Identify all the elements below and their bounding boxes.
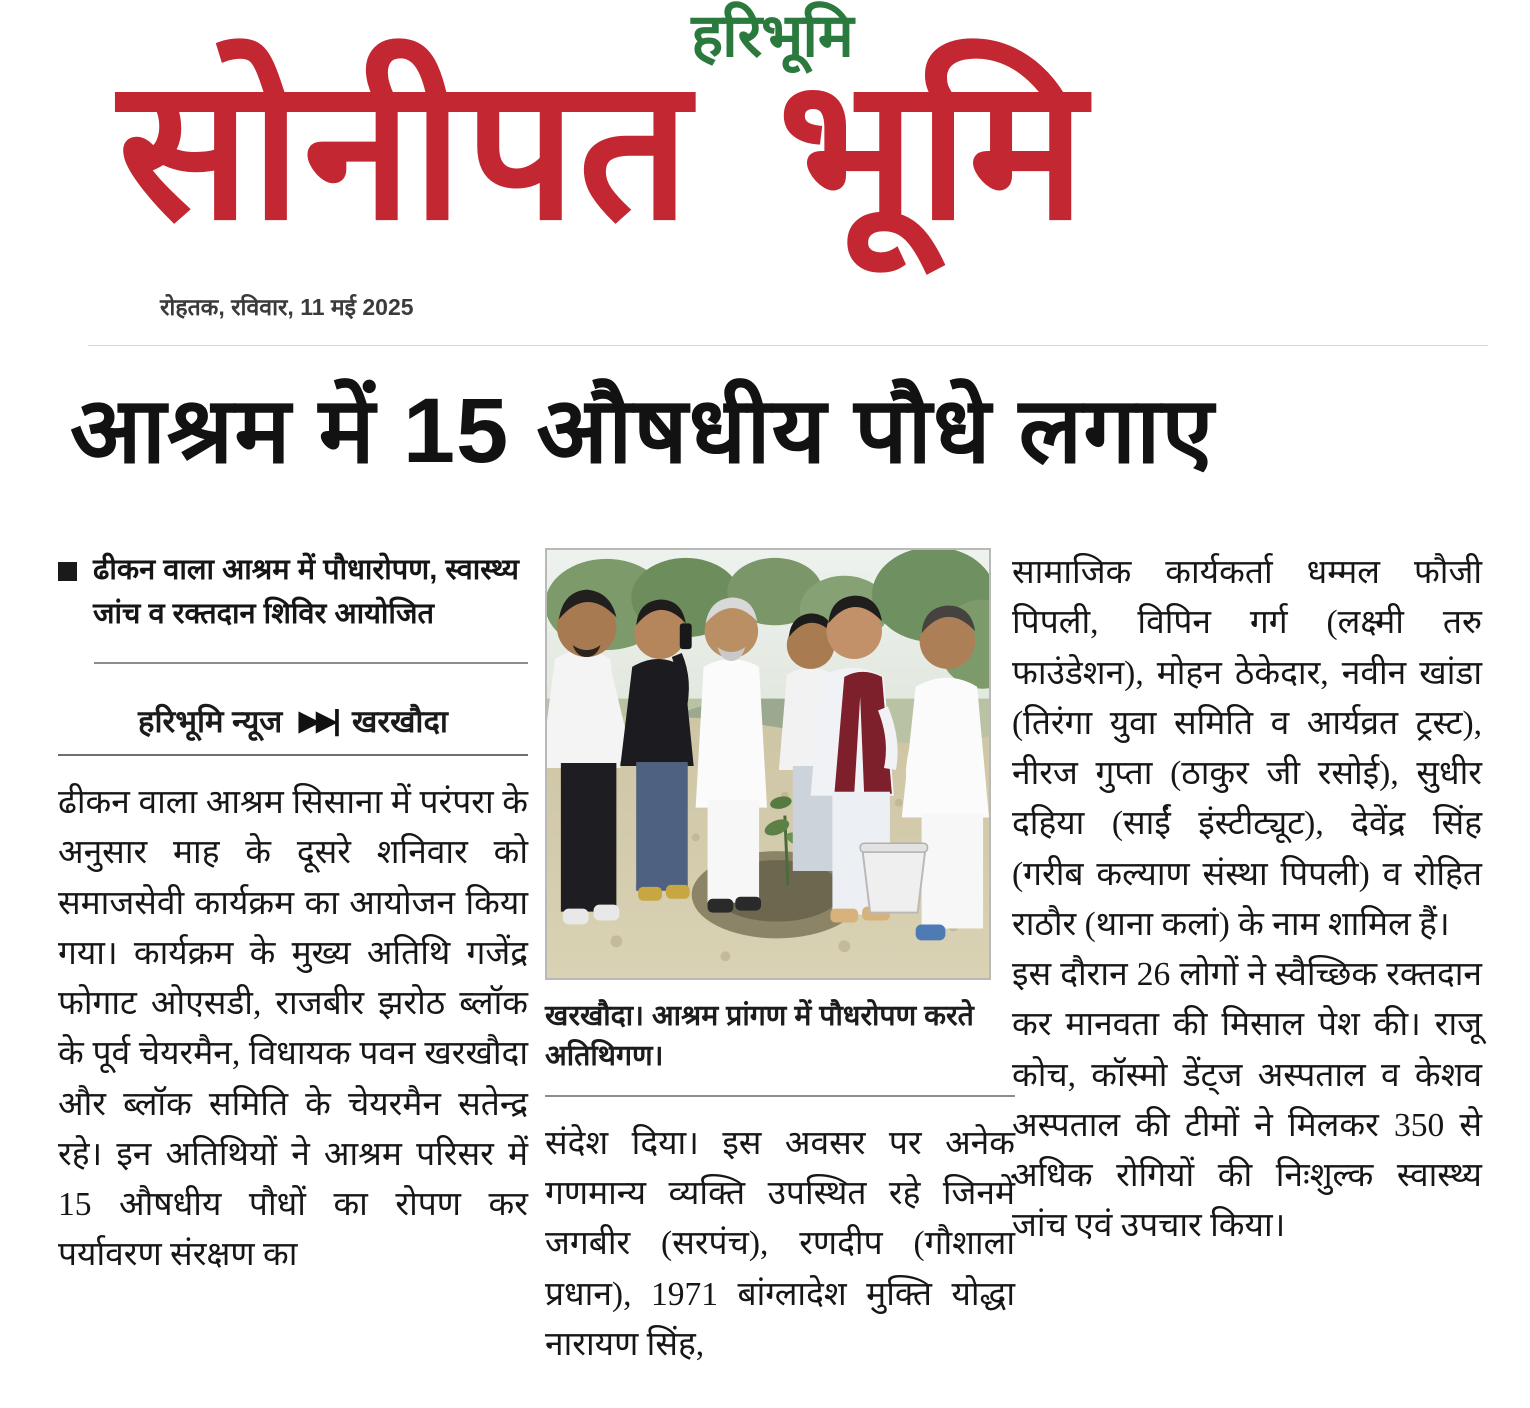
- kicker-block: [58, 548, 528, 636]
- photo-caption: खरखौदा। आश्रम प्रांगण में पौधरोपण करते अतिथिगण।: [545, 1000, 974, 1073]
- right-column-paragraph-2: इस दौरान 26 लोगों ने स्वैच्छिक रक्तदान कर मानवता की मिसाल पेश की। राजू कोच, कॉस्मो डेंट्ज अस्पताल व केशव अस्पताल की टीमों ने मिलकर 350 से अधिक रोगियों की निःशुल्क स्वास्थ्य जांच एवं उपचार किया।: [1012, 956, 1482, 1245]
- water-bucket: [860, 843, 927, 912]
- byline: [58, 700, 528, 742]
- article-columns: [0, 548, 1530, 1408]
- column-middle: [545, 548, 1015, 1370]
- masthead-divider: [88, 345, 1488, 346]
- masthead-title-part1: सोनीपत: [118, 40, 692, 259]
- dateline: रोहतक, रविवार, 11 मई 2025: [160, 294, 414, 320]
- left-column-body: ढीकन वाला आश्रम सिसाना में परंपरा के अनुसार माह के दूसरे शनिवार को समाजसेवी कार्यक्रम का आयोजन किया गया। कार्यक्रम के मुख्य अतिथि गजेंद्र फोगाट ओएसडी, राजबीर झरोठ ब्लॉक के पूर्व चेयरमैन, विधायक पवन खरखौदा और ब्लॉक समिति के चेयरमैन सतेन्द्र रहे। इन अतिथियों ने आश्रम परिसर में 15 औषधीय पौधों का रोपण कर पर्यावरण संरक्षण का: [58, 784, 528, 1274]
- right-column-paragraph-1: सामाजिक कार्यकर्ता धम्मल फौजी पिपली, विपिन गर्ग (लक्ष्मी तरु फाउंडेशन), मोहन ठेकेदार, नवीन खांडा (तिरंगा युवा समिति व आर्यव्रत ट्रस्ट), नीरज गुप्ता (ठाकुर जी रसोई), सुधीर दहिया (साईं इंस्टीट्यूट), देवेंद्र सिंह (गरीब कल्याण संस्था पिपली) व रोहित राठौर (थाना कलां) के नाम शामिल हैं।: [1012, 554, 1482, 943]
- caption-divider: [545, 1095, 1015, 1097]
- kicker-divider: [94, 662, 528, 664]
- article-photo: [545, 548, 991, 980]
- square-bullet-icon: [58, 562, 77, 581]
- masthead-title-part2: भूमि: [777, 40, 1088, 259]
- photo-illustration: [547, 550, 989, 978]
- byline-place: खरखौदा: [352, 704, 448, 740]
- column-right: [1012, 548, 1482, 1252]
- kicker-text: ढीकन वाला आश्रम में पौधारोपण, स्वास्थ्य जांच व रक्तदान शिविर आयोजित: [93, 554, 519, 631]
- byline-divider: [58, 754, 528, 756]
- middle-column-body: संदेश दिया। इस अवसर पर अनेक गणमान्य व्यक्ति उपस्थित रहे जिनमें जगबीर (सरपंच), रणदीप (गौशाला प्रधान), 1971 बांग्लादेश मुक्ति योद्धा नारायण सिंह,: [545, 1124, 1015, 1363]
- masthead: [0, 0, 1530, 352]
- haribhoomi-logo: हरिभूमि: [691, 2, 853, 69]
- double-arrow-icon: ▶▶|: [298, 704, 337, 737]
- column-left: [58, 548, 528, 1281]
- byline-source: हरिभूमि न्यूज: [138, 704, 283, 740]
- page-title: [118, 40, 1438, 259]
- article-headline: आश्रम में 15 औषधीय पौधे लगाए: [70, 380, 1215, 482]
